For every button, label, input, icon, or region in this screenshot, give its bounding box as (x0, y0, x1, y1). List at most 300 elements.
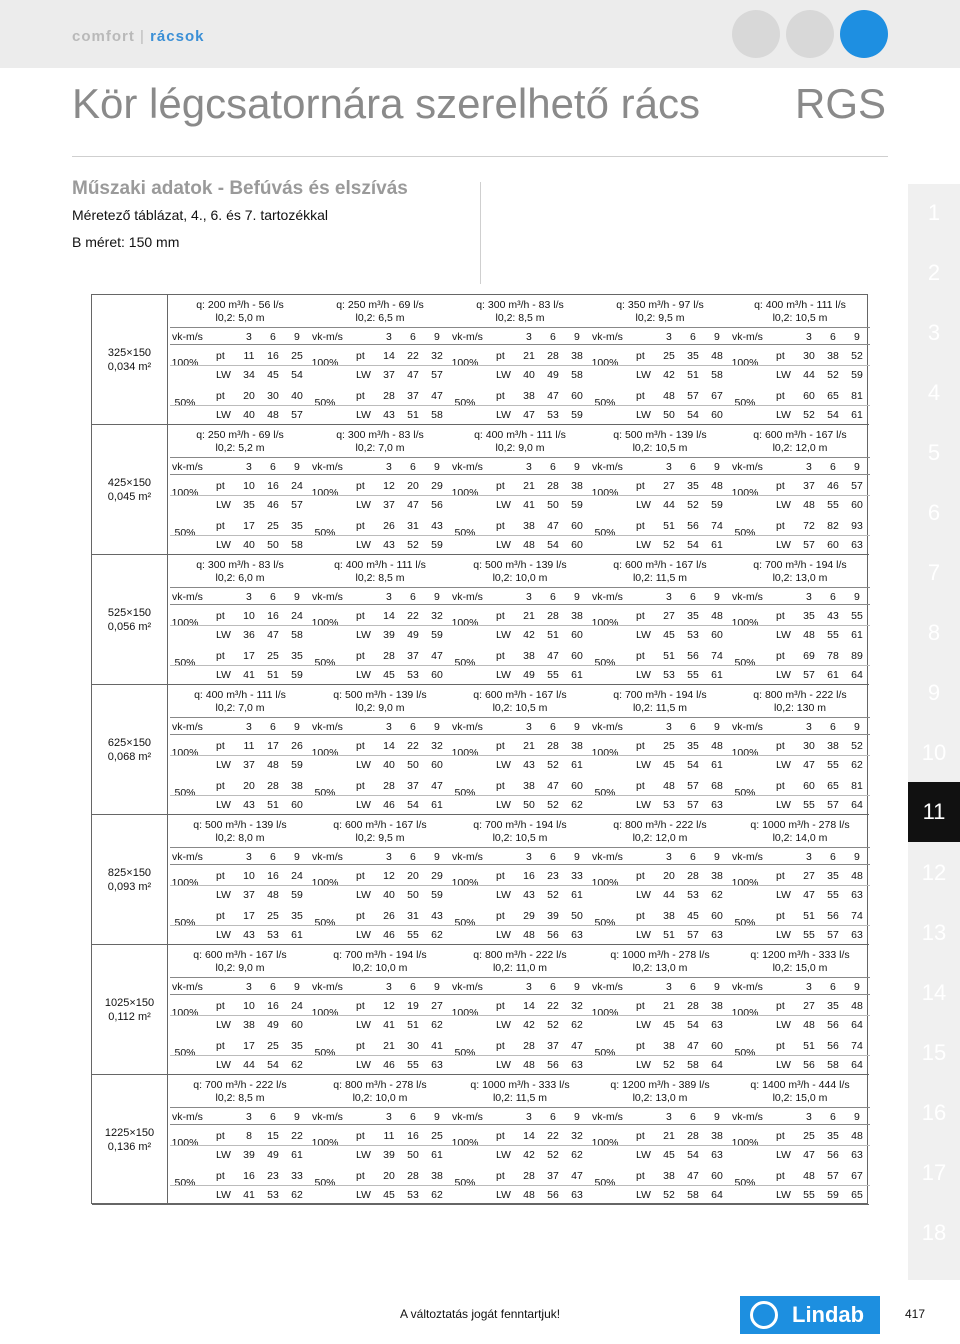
pressure-value: 30 (267, 390, 279, 402)
percent-label: 100% (591, 747, 619, 759)
sound-level-value: 59 (431, 629, 443, 641)
chapter-tab-4[interactable]: 4 (927, 380, 941, 405)
sound-level-value: 61 (851, 629, 863, 641)
size-value: 1225×150 (104, 1126, 155, 1139)
percent-label: 100% (731, 1137, 759, 1149)
pressure-row (310, 517, 450, 536)
sound-level-row (730, 666, 870, 685)
sound-level-value: 57 (827, 929, 839, 941)
sound-level-value: 59 (571, 499, 583, 511)
sound-level-row (310, 626, 450, 645)
velocity-value: 6 (410, 981, 416, 993)
sound-level-value: 56 (827, 1019, 839, 1031)
pressure-value: 38 (663, 910, 675, 922)
sound-level-row (590, 1186, 730, 1205)
pressure-value: 21 (663, 1000, 675, 1012)
pressure-row (310, 907, 450, 926)
pressure-value: 16 (407, 1130, 419, 1142)
sound-level-label: LW (776, 499, 791, 511)
vk-label: vk-m/s (592, 721, 623, 733)
pressure-row (310, 607, 450, 626)
velocity-header (170, 1107, 310, 1125)
flow-rate: q: 1400 m³/h - 444 l/s (750, 1079, 850, 1091)
sound-level-label: LW (496, 499, 511, 511)
sound-level-row (590, 796, 730, 815)
pressure-value: 52 (851, 740, 863, 752)
sound-level-row (590, 366, 730, 385)
pressure-label: pt (636, 1040, 645, 1052)
chapter-tab-17[interactable]: 17 (921, 1160, 947, 1185)
brand-separator: | (140, 28, 145, 45)
sound-level-value: 55 (547, 669, 559, 681)
pressure-value: 51 (663, 520, 675, 532)
velocity-value: 3 (246, 591, 252, 603)
sound-level-value: 34 (243, 369, 255, 381)
percent-label: 100% (171, 747, 199, 759)
sound-level-row (170, 1146, 310, 1165)
pressure-row (170, 997, 310, 1016)
velocity-header (730, 717, 870, 735)
sound-level-label: LW (776, 759, 791, 771)
sound-level-value: 45 (663, 759, 675, 771)
sound-level-value: 43 (383, 539, 395, 551)
pressure-value: 28 (407, 1170, 419, 1182)
chapter-tab-2[interactable]: 2 (927, 260, 941, 285)
sound-level-label: LW (496, 1019, 511, 1031)
sound-level-value: 63 (711, 1019, 723, 1031)
pressure-value: 28 (687, 870, 699, 882)
sound-level-row (450, 666, 590, 685)
pressure-value: 28 (547, 740, 559, 752)
pressure-label: pt (776, 480, 785, 492)
sound-level-label: LW (356, 539, 371, 551)
sound-level-value: 62 (571, 1149, 583, 1161)
pressure-value: 47 (547, 390, 559, 402)
pressure-label: pt (356, 390, 365, 402)
size-value: 625×150 (107, 736, 152, 749)
flow-rate: q: 1000 m³/h - 278 l/s (610, 949, 710, 961)
pressure-value: 48 (851, 870, 863, 882)
velocity-value: 6 (690, 591, 696, 603)
pressure-value: 31 (407, 520, 419, 532)
chapter-tab-3[interactable]: 3 (927, 320, 941, 345)
pressure-value: 37 (547, 1040, 559, 1052)
size-value: 825×150 (107, 866, 152, 879)
size-row (92, 815, 869, 945)
sound-level-label: LW (356, 369, 371, 381)
sound-level-value: 54 (687, 1019, 699, 1031)
chapter-tab-5[interactable]: 5 (927, 440, 941, 465)
sound-level-value: 48 (267, 759, 279, 771)
nav-circle-active[interactable] (840, 10, 888, 58)
velocity-value: 6 (690, 461, 696, 473)
velocity-value: 3 (386, 721, 392, 733)
pressure-value: 17 (243, 1040, 255, 1052)
sound-level-value: 59 (291, 759, 303, 771)
sound-level-value: 64 (711, 1059, 723, 1071)
flow-rate: q: 700 m³/h - 194 l/s (333, 949, 427, 961)
sound-level-value: 37 (243, 759, 255, 771)
flow-block (310, 815, 450, 944)
velocity-value: 3 (386, 591, 392, 603)
sound-level-row (730, 886, 870, 905)
pressure-label: pt (356, 610, 365, 622)
vk-label: vk-m/s (732, 461, 763, 473)
flow-rate: q: 400 m³/h - 111 l/s (194, 689, 286, 701)
sound-level-row (170, 926, 310, 945)
sound-level-value: 59 (431, 539, 443, 551)
velocity-header (590, 587, 730, 605)
percent-label: 50% (174, 1177, 196, 1189)
velocity-value: 9 (294, 721, 300, 733)
pressure-value: 12 (383, 1000, 395, 1012)
sound-level-value: 63 (571, 1059, 583, 1071)
sound-level-value: 40 (243, 409, 255, 421)
pressure-value: 21 (523, 350, 535, 362)
pressure-value: 38 (431, 1170, 443, 1182)
pressure-row (170, 647, 310, 666)
sound-level-label: LW (776, 629, 791, 641)
sound-level-value: 45 (663, 1019, 675, 1031)
sound-level-value: 61 (711, 539, 723, 551)
column-divider (480, 182, 481, 284)
area-value: 0,112 m² (108, 1010, 151, 1023)
velocity-value: 3 (246, 1111, 252, 1123)
sound-level-value: 61 (431, 799, 443, 811)
sound-level-value: 57 (687, 929, 699, 941)
sound-level-value: 61 (711, 669, 723, 681)
velocity-header (310, 1107, 450, 1125)
flow-block (170, 815, 310, 944)
sound-level-row (730, 496, 870, 515)
velocity-value: 6 (410, 461, 416, 473)
chapter-tab-7[interactable]: 7 (927, 560, 941, 585)
flow-block (310, 1075, 450, 1204)
pressure-value: 14 (383, 740, 395, 752)
chapter-tab-1[interactable]: 1 (927, 200, 941, 225)
percent-label: 50% (594, 917, 616, 929)
pressure-row (450, 907, 590, 926)
sound-level-label: LW (496, 539, 511, 551)
velocity-value: 9 (714, 851, 720, 863)
sound-level-row (590, 886, 730, 905)
velocity-header (310, 327, 450, 345)
sound-level-row (170, 496, 310, 515)
sound-level-value: 57 (431, 369, 443, 381)
percent-label: 50% (734, 1047, 756, 1059)
nav-circle-1[interactable] (732, 10, 780, 58)
pressure-value: 20 (243, 780, 255, 792)
sound-level-value: 46 (267, 499, 279, 511)
chapter-tab-10[interactable]: 10 (921, 740, 947, 765)
sound-level-value: 63 (851, 1149, 863, 1161)
pressure-value: 27 (803, 1000, 815, 1012)
throw-length: l0,2: 13,0 m (632, 1092, 688, 1104)
sound-level-value: 45 (663, 1149, 675, 1161)
pressure-value: 38 (711, 1130, 723, 1142)
throw-length: l0,2: 6,0 m (215, 572, 265, 584)
sound-level-label: LW (356, 669, 371, 681)
sound-level-value: 51 (407, 409, 419, 421)
throw-length: l0,2: 10,5 m (492, 832, 548, 844)
vk-label: vk-m/s (312, 851, 343, 863)
sound-level-label: LW (356, 929, 371, 941)
sound-level-row (450, 366, 590, 385)
sound-level-value: 61 (827, 669, 839, 681)
chapter-tab-13[interactable]: 13 (921, 920, 947, 945)
brand (72, 28, 204, 45)
pressure-value: 35 (827, 1000, 839, 1012)
sound-level-value: 55 (803, 929, 815, 941)
percent-label: 100% (591, 617, 619, 629)
sound-level-value: 48 (803, 499, 815, 511)
pressure-value: 65 (827, 390, 839, 402)
pressure-value: 20 (383, 1170, 395, 1182)
nav-circle-2[interactable] (786, 10, 834, 58)
velocity-header (170, 327, 310, 345)
sound-level-value: 37 (243, 889, 255, 901)
sound-level-row (730, 1056, 870, 1075)
sound-level-value: 52 (407, 539, 419, 551)
percent-label: 100% (591, 1137, 619, 1149)
pressure-label: pt (776, 870, 785, 882)
flow-block (590, 685, 730, 814)
vk-label: vk-m/s (452, 331, 483, 343)
sound-level-label: LW (216, 799, 231, 811)
chapter-tab-14[interactable]: 14 (921, 980, 947, 1005)
pressure-label: pt (496, 1170, 505, 1182)
vk-label: vk-m/s (172, 591, 203, 603)
pressure-label: pt (496, 610, 505, 622)
pressure-row (730, 607, 870, 626)
pressure-value: 72 (803, 520, 815, 532)
flow-rate: q: 300 m³/h - 83 l/s (336, 429, 424, 441)
vk-label: vk-m/s (452, 981, 483, 993)
sound-level-value: 42 (523, 629, 535, 641)
percent-label: 50% (454, 787, 476, 799)
sound-level-value: 52 (663, 539, 675, 551)
sound-level-value: 56 (431, 499, 443, 511)
velocity-value: 3 (806, 591, 812, 603)
throw-length: l0,2: 13,0 m (632, 962, 688, 974)
pressure-label: pt (776, 650, 785, 662)
velocity-header (170, 587, 310, 605)
sound-level-value: 54 (291, 369, 303, 381)
sound-level-value: 58 (687, 1189, 699, 1201)
chapter-tab-12[interactable]: 12 (921, 860, 947, 885)
pressure-value: 35 (291, 1040, 303, 1052)
flow-rate: q: 1000 m³/h - 333 l/s (470, 1079, 570, 1091)
pressure-row (310, 477, 450, 496)
sound-level-row (310, 926, 450, 945)
pressure-value: 43 (431, 520, 443, 532)
chapter-tab-11[interactable]: 11 (908, 782, 960, 842)
velocity-value: 9 (294, 331, 300, 343)
pressure-value: 35 (687, 610, 699, 622)
pressure-value: 29 (431, 480, 443, 492)
percent-label: 100% (591, 487, 619, 499)
area-value: 0,045 m² (107, 490, 152, 503)
pressure-row (310, 1167, 450, 1186)
sound-level-row (310, 796, 450, 815)
sound-level-row (450, 406, 590, 425)
pressure-row (450, 1037, 590, 1056)
pressure-value: 24 (291, 480, 303, 492)
sound-level-value: 55 (407, 1059, 419, 1071)
sound-level-value: 38 (243, 1019, 255, 1031)
throw-length: l0,2: 10,5 m (492, 702, 548, 714)
percent-label: 50% (174, 917, 196, 929)
sound-level-value: 63 (571, 1189, 583, 1201)
sound-level-value: 47 (803, 1149, 815, 1161)
footer-note: A változtatás jogát fenntartjuk! (400, 1307, 561, 1321)
pressure-row (310, 867, 450, 886)
velocity-header (310, 977, 450, 995)
sound-level-label: LW (356, 759, 371, 771)
flow-block (590, 1075, 730, 1204)
chapter-tab-6[interactable]: 6 (927, 500, 941, 525)
sound-level-row (170, 886, 310, 905)
flow-block (170, 685, 310, 814)
sound-level-row (730, 756, 870, 775)
size-value: 1025×150 (104, 996, 155, 1009)
sound-level-value: 60 (291, 799, 303, 811)
flow-rate: q: 1200 m³/h - 333 l/s (750, 949, 850, 961)
pressure-label: pt (496, 740, 505, 752)
sound-level-row (590, 496, 730, 515)
sound-level-value: 62 (431, 1019, 443, 1031)
pressure-row (730, 347, 870, 366)
velocity-value: 3 (806, 721, 812, 733)
sound-level-label: LW (216, 889, 231, 901)
pressure-value: 56 (687, 650, 699, 662)
velocity-value: 6 (410, 1111, 416, 1123)
sound-level-row (310, 406, 450, 425)
pressure-row (590, 1127, 730, 1146)
velocity-header (730, 847, 870, 865)
sound-level-value: 62 (291, 1059, 303, 1071)
velocity-value: 6 (270, 331, 276, 343)
sound-level-value: 53 (547, 409, 559, 421)
pressure-value: 35 (291, 520, 303, 532)
sound-level-value: 59 (291, 669, 303, 681)
sound-level-value: 53 (407, 1189, 419, 1201)
sound-level-row (170, 1056, 310, 1075)
pressure-row (450, 387, 590, 406)
sound-level-label: LW (496, 799, 511, 811)
pressure-value: 28 (383, 650, 395, 662)
pressure-row (310, 1037, 450, 1056)
sound-level-value: 48 (267, 409, 279, 421)
pressure-row (450, 1167, 590, 1186)
pressure-value: 60 (803, 780, 815, 792)
pressure-label: pt (216, 520, 225, 532)
vk-label: vk-m/s (312, 981, 343, 993)
pressure-value: 74 (711, 520, 723, 532)
pressure-value: 81 (851, 390, 863, 402)
throw-length: l0,2: 9,0 m (495, 442, 545, 454)
chapter-tab-16[interactable]: 16 (921, 1100, 947, 1125)
sound-level-value: 50 (407, 759, 419, 771)
vk-label: vk-m/s (172, 331, 203, 343)
pressure-value: 57 (851, 480, 863, 492)
pressure-value: 22 (547, 1000, 559, 1012)
velocity-value: 3 (666, 981, 672, 993)
pressure-value: 69 (803, 650, 815, 662)
sound-level-label: LW (496, 369, 511, 381)
chapter-tab-15[interactable]: 15 (921, 1040, 947, 1065)
pressure-value: 26 (291, 740, 303, 752)
velocity-value: 6 (550, 591, 556, 603)
sound-level-label: LW (216, 1149, 231, 1161)
sound-level-label: LW (636, 629, 651, 641)
flow-rate: q: 200 m³/h - 56 l/s (196, 299, 284, 311)
sound-level-value: 50 (523, 799, 535, 811)
sound-level-value: 63 (711, 929, 723, 941)
pressure-value: 38 (571, 610, 583, 622)
pressure-value: 21 (663, 1130, 675, 1142)
sound-level-value: 60 (571, 539, 583, 551)
sound-level-value: 63 (851, 889, 863, 901)
flow-block (170, 1075, 310, 1204)
velocity-value: 3 (806, 331, 812, 343)
velocity-value: 3 (386, 1111, 392, 1123)
velocity-header (590, 1107, 730, 1125)
sound-level-label: LW (356, 1149, 371, 1161)
pressure-label: pt (216, 480, 225, 492)
velocity-value: 3 (806, 981, 812, 993)
percent-label: 100% (451, 1137, 479, 1149)
pressure-label: pt (776, 740, 785, 752)
pressure-label: pt (496, 1130, 505, 1142)
velocity-value: 6 (550, 1111, 556, 1123)
sound-level-value: 55 (803, 799, 815, 811)
chapter-tab-18[interactable]: 18 (921, 1220, 947, 1245)
pressure-value: 30 (803, 740, 815, 752)
flow-block (170, 555, 310, 684)
sound-level-value: 40 (523, 369, 535, 381)
percent-label: 50% (734, 787, 756, 799)
pressure-value: 55 (851, 610, 863, 622)
vk-label: vk-m/s (452, 461, 483, 473)
flow-block (310, 425, 450, 554)
percent-label: 100% (451, 357, 479, 369)
chapter-tab-8[interactable]: 8 (927, 620, 941, 645)
sound-level-value: 49 (547, 369, 559, 381)
flow-block (590, 815, 730, 944)
velocity-value: 3 (526, 851, 532, 863)
pressure-value: 46 (827, 480, 839, 492)
percent-label: 50% (314, 1047, 336, 1059)
pressure-value: 24 (291, 870, 303, 882)
pressure-value: 33 (571, 870, 583, 882)
flow-block (730, 1075, 870, 1204)
pressure-value: 68 (711, 780, 723, 792)
sound-level-label: LW (776, 669, 791, 681)
flow-block (170, 945, 310, 1074)
pressure-row (170, 1037, 310, 1056)
size-note: B méret: 150 mm (72, 234, 180, 250)
chapter-tab-9[interactable]: 9 (927, 680, 941, 705)
sound-level-label: LW (216, 929, 231, 941)
sound-level-value: 51 (663, 929, 675, 941)
sound-level-value: 65 (851, 1189, 863, 1201)
pressure-label: pt (636, 610, 645, 622)
pressure-label: pt (636, 520, 645, 532)
percent-label: 100% (451, 617, 479, 629)
pressure-value: 29 (523, 910, 535, 922)
pressure-value: 17 (243, 520, 255, 532)
